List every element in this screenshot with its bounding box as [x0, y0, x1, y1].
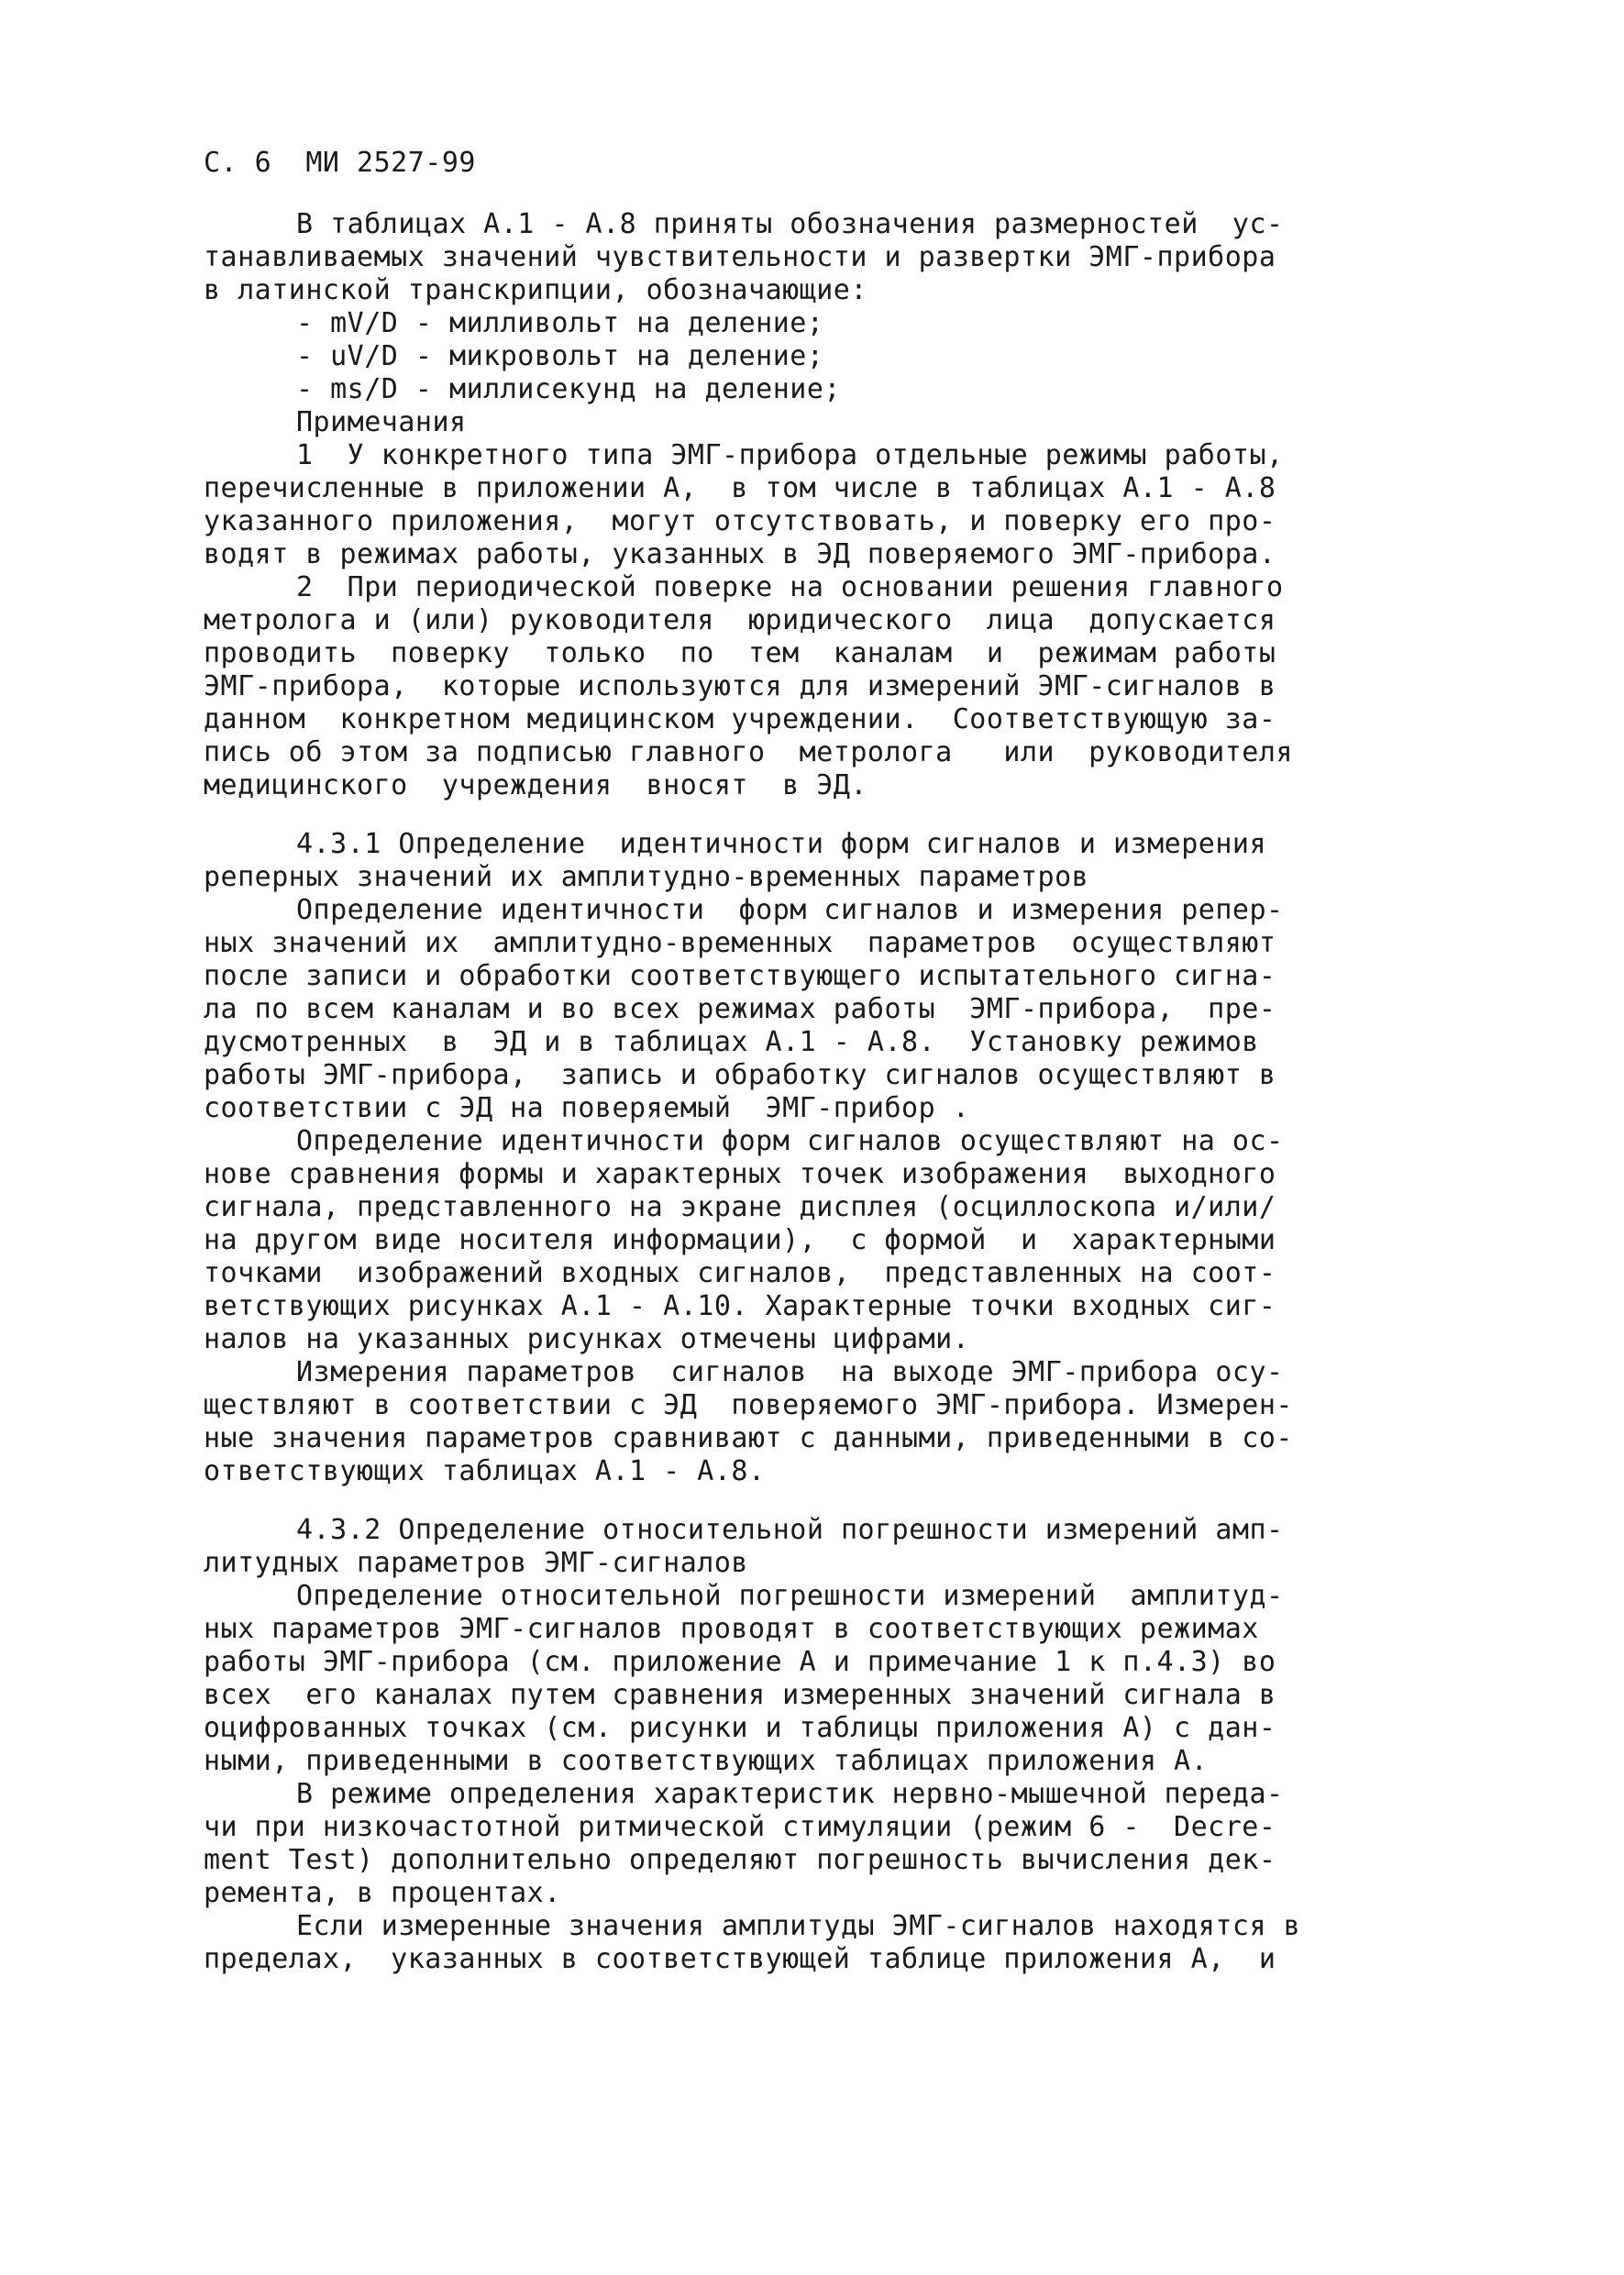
notes-heading: Примечания	[296, 406, 467, 438]
text-line: дусмотренных в ЭД и в таблицах А.1 - А.8. Установку режимов	[204, 1026, 1259, 1058]
text-line: соответствии с ЭД на поверяемый ЭМГ-прибор .	[204, 1092, 970, 1124]
text-line: всех его каналах путем сравнения измеренных значений сигнала в	[204, 1679, 1276, 1711]
text-line: В таблицах А.1 - А.8 приняты обозначения размерностей ус-	[296, 208, 1284, 240]
section-heading: литудных параметров ЭМГ-сигналов	[204, 1547, 748, 1579]
text-line: налов на указанных рисунках отмечены цифрами.	[204, 1323, 970, 1355]
text-line: ных значений их амплитудно-временных параметров осуществляют	[204, 927, 1276, 959]
text-line: ществляют в соответствии с ЭД поверяемого ЭМГ-прибора. Измерен-	[204, 1389, 1293, 1421]
text-line: проводить поверку только по тем каналам и режимам работы	[204, 637, 1276, 669]
list-item: - ms/D - миллисекунд на деление;	[296, 373, 841, 405]
text-line: Если измеренные значения амплитуды ЭМГ-сигналов находятся в	[296, 1910, 1301, 1942]
section-heading: 4.3.1 Определение идентичности форм сигналов и измерения	[296, 828, 1267, 860]
text-line: сигнала, представленного на экране дисплея (осциллоскопа и/или/	[204, 1191, 1276, 1223]
text-line: ответствующих таблицах А.1 - А.8.	[204, 1455, 766, 1487]
list-item: - uV/D - микровольт на деление;	[296, 340, 824, 372]
text-line: после записи и обработки соответствующего испытательного сигна-	[204, 960, 1276, 992]
text-line: ными, приведенными в соответствующих таблицах приложения А.	[204, 1745, 1209, 1777]
text-line: чи при низкочастотной ритмической стимуляции (режим 6 - Decre-	[204, 1811, 1276, 1843]
text-line: ремента, в процентах.	[204, 1877, 561, 1909]
text-line: ветствующих рисунках А.1 - А.10. Характерные точки входных сиг-	[204, 1290, 1276, 1322]
page-header: С. 6 МИ 2527-99	[204, 147, 476, 179]
text-line: работы ЭМГ-прибора, запись и обработку сигналов осуществляют в	[204, 1059, 1276, 1091]
text-line: танавливаемых значений чувствительности и развертки ЭМГ-прибора	[204, 241, 1276, 273]
section-heading: реперных значений их амплитудно-временных параметров	[204, 861, 1089, 893]
text-line: пределах, указанных в соответствующей таблице приложения А, и	[204, 1943, 1276, 1975]
text-line: ЭМГ-прибора, которые используются для измерений ЭМГ-сигналов в	[204, 670, 1276, 702]
text-line: ных параметров ЭМГ-сигналов проводят в соответствующих режимах	[204, 1613, 1259, 1645]
text-line: метролога и (или) руководителя юридического лица допускается	[204, 604, 1276, 636]
text-line: ные значения параметров сравнивают с данными, приведенными в со-	[204, 1422, 1293, 1454]
text-line: указанного приложения, могут отсутствовать, и поверку его про-	[204, 505, 1276, 537]
text-line: в латинской транскрипции, обозначающие:	[204, 274, 867, 306]
text-line: Определение относительной погрешности измерений амплитуд-	[296, 1580, 1284, 1612]
text-line: Измерения параметров сигналов на выходе ЭМГ-прибора осу-	[296, 1356, 1284, 1388]
text-line: медицинского учреждения вносят в ЭД.	[204, 769, 867, 801]
text-line: пись об этом за подписью главного метролога или руководителя	[204, 736, 1293, 768]
text-line: Определение идентичности форм сигналов осуществляют на ос-	[296, 1125, 1284, 1157]
text-line: точками изображений входных сигналов, представленных на соот-	[204, 1257, 1276, 1289]
text-line: данном конкретном медицинском учреждении. Соответствующую за-	[204, 703, 1276, 735]
text-line: перечисленные в приложении А, в том числе в таблицах А.1 - А.8	[204, 472, 1276, 504]
list-item: - mV/D - милливольт на деление;	[296, 307, 824, 339]
text-line: оцифрованных точках (см. рисунки и таблицы приложения А) с дан-	[204, 1712, 1276, 1744]
text-line: водят в режимах работы, указанных в ЭД поверяемого ЭМГ-прибора.	[204, 538, 1276, 570]
text-line: нове сравнения формы и характерных точек изображения выходного	[204, 1158, 1276, 1190]
text-line: 2 При периодической поверке на основании решения главного	[296, 571, 1284, 603]
section-heading: 4.3.2 Определение относительной погрешности измерений амп-	[296, 1514, 1284, 1546]
text-line: работы ЭМГ-прибора (см. приложение А и примечание 1 к п.4.3) во	[204, 1646, 1276, 1678]
text-line: на другом виде носителя информации), с формой и характерными	[204, 1224, 1276, 1256]
text-line: Определение идентичности форм сигналов и измерения репер-	[296, 894, 1284, 926]
text-line: ла по всем каналам и во всех режимах работы ЭМГ-прибора, пре-	[204, 993, 1276, 1025]
text-line: В режиме определения характеристик нервно-мышечной переда-	[296, 1778, 1284, 1810]
text-line: ment Test) дополнительно определяют погрешность вычисления дек-	[204, 1844, 1276, 1876]
text-line: 1 У конкретного типа ЭМГ-прибора отдельные режимы работы,	[296, 439, 1284, 471]
